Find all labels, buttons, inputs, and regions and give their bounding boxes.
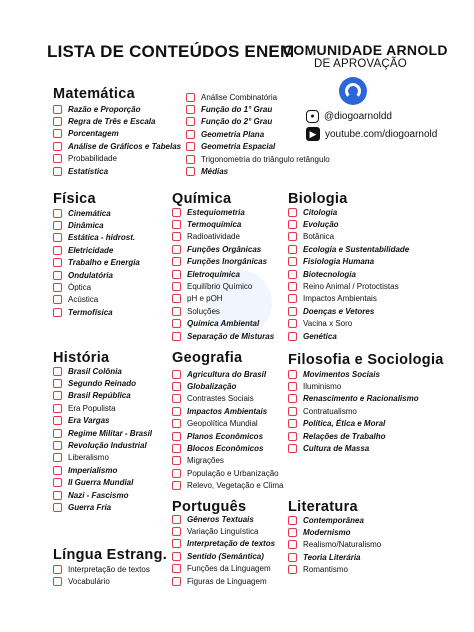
checklist-item-label: Função do 2° Grau	[201, 117, 273, 127]
checklist-item-label: Termoquímica	[187, 220, 242, 230]
checklist-item	[172, 418, 284, 430]
checklist-item-label: Médias	[201, 167, 229, 177]
checkbox[interactable]	[186, 117, 195, 126]
checklist-item	[172, 268, 274, 280]
checklist-item-label: Variação Linguística	[187, 527, 259, 537]
checklist-item	[53, 365, 152, 377]
checklist-item	[172, 525, 275, 537]
checklist-item	[288, 539, 381, 551]
checklist-fisica	[53, 207, 140, 319]
checkbox[interactable]	[172, 432, 181, 441]
checklist-item	[288, 268, 409, 280]
checkbox[interactable]	[172, 394, 181, 403]
checklist-item	[288, 368, 419, 380]
checkbox[interactable]	[53, 142, 62, 151]
section-heading-literatura: Literatura	[288, 499, 358, 515]
section-heading-portugues: Português	[172, 499, 247, 515]
checklist-matematica-col2	[186, 91, 330, 178]
checklist-item	[288, 256, 409, 268]
checkbox[interactable]	[288, 553, 297, 562]
checklist-item	[53, 415, 152, 427]
checklist-item	[288, 218, 409, 230]
checkbox[interactable]	[172, 294, 181, 303]
checklist-item	[172, 513, 275, 525]
checklist-portugues	[172, 513, 275, 587]
checklist-item	[53, 219, 140, 231]
checklist-item-label: Razão e Proporção	[68, 104, 141, 114]
checkbox[interactable]	[53, 117, 62, 126]
checkbox[interactable]	[53, 441, 62, 450]
checklist-item	[288, 293, 409, 305]
checklist-item-label: Análise de Gráficos e Tabelas	[68, 141, 182, 151]
checklist-item-label: Óptica	[68, 283, 92, 293]
checklist-item-label: Iluminismo	[303, 382, 342, 392]
checklist-item-label: Brasil Colônia	[68, 366, 122, 376]
checkbox[interactable]	[288, 319, 297, 328]
checklist-item	[172, 280, 274, 292]
checklist-item-label: Separação de Misturas	[187, 331, 275, 341]
checkbox[interactable]	[53, 416, 62, 425]
checklist-item	[53, 257, 140, 269]
checklist-item	[172, 455, 284, 467]
checklist-item	[172, 293, 274, 305]
checklist-item-label: Dinâmica	[68, 221, 104, 231]
checklist-item	[53, 103, 181, 115]
checklist-item	[186, 165, 330, 177]
arnold-logo-icon	[339, 77, 367, 105]
checkbox[interactable]	[53, 491, 62, 500]
checkbox[interactable]	[53, 453, 62, 462]
checkbox[interactable]	[172, 407, 181, 416]
checkbox[interactable]	[172, 444, 181, 453]
checklist-item-label: Regra de Três e Escala	[68, 117, 156, 127]
checklist-item-label: Regime Militar - Brasil	[68, 428, 153, 438]
checkbox[interactable]	[53, 429, 62, 438]
checkbox[interactable]	[288, 270, 297, 279]
checkbox[interactable]	[288, 528, 297, 537]
checklist-item	[53, 501, 152, 513]
checklist-item-label: Relevo, Vegetação e Clima	[187, 481, 284, 491]
checklist-item-label: Contratualismo	[303, 406, 357, 416]
checklist-item-label: Migrações	[187, 456, 224, 466]
checklist-item-label: Ecologia e Sustentabilidade	[303, 244, 410, 254]
checklist-item-label: pH e pOH	[187, 294, 223, 304]
checklist-item	[53, 427, 152, 439]
checklist-item-label: Estática - hidrost.	[68, 233, 136, 243]
checklist-item-label: Termofísica	[68, 307, 113, 317]
checklist-literatura	[288, 514, 381, 576]
checklist-item	[288, 564, 381, 576]
checklist-item-label: Citologia	[303, 207, 338, 217]
checkbox[interactable]	[288, 307, 297, 316]
checklist-item	[186, 103, 330, 115]
checklist-item-label: Relações de Trabalho	[303, 431, 386, 441]
checklist-item	[288, 430, 419, 442]
checklist-item-label: Sentido (Semântica)	[187, 551, 264, 561]
checklist-item	[186, 141, 330, 153]
checklist-item	[172, 393, 284, 405]
checklist-item	[53, 115, 181, 127]
checkbox[interactable]	[172, 456, 181, 465]
checklist-item	[288, 243, 409, 255]
checklist-item-label: Realismo/Naturalismo	[303, 540, 382, 550]
checklist-item	[53, 477, 152, 489]
checklist-item-label: Probabilidade	[68, 154, 117, 164]
checklist-item	[288, 442, 419, 454]
checklist-item-label: Teoria Literária	[303, 552, 361, 562]
checklist-item-label: Contrastes Sociais	[187, 394, 254, 404]
checklist-item-label: Nazi - Fascismo	[68, 490, 129, 500]
checklist-item-label: Cultura de Massa	[303, 444, 370, 454]
checklist-item	[172, 305, 274, 317]
checklist-item	[53, 563, 150, 575]
checkbox[interactable]	[288, 407, 297, 416]
checklist-item-label: Era Populista	[68, 403, 116, 413]
checklist-item	[53, 575, 150, 587]
checklist-historia	[53, 365, 152, 514]
checkbox[interactable]	[53, 478, 62, 487]
checklist-item-label: Estatística	[68, 166, 109, 176]
checklist-item	[53, 244, 140, 256]
checklist-item-label: Acústica	[68, 295, 99, 305]
checkbox[interactable]	[288, 444, 297, 453]
checkbox[interactable]	[288, 540, 297, 549]
checklist-item-label: Brasil República	[68, 391, 131, 401]
checkbox[interactable]	[288, 282, 297, 291]
checklist-item-label: Vocabulário	[68, 577, 110, 587]
checklist-item	[172, 480, 284, 492]
checklist-item-label: Cinemática	[68, 208, 111, 218]
community-subtitle: DE APROVAÇÃO	[314, 58, 407, 70]
checklist-item	[288, 206, 409, 218]
checkbox[interactable]	[288, 516, 297, 525]
checkbox[interactable]	[53, 391, 62, 400]
section-heading-geografia: Geografia	[172, 350, 243, 366]
checkbox[interactable]	[288, 332, 297, 341]
checklist-item-label: Soluções	[187, 306, 220, 316]
checkbox[interactable]	[288, 294, 297, 303]
checkbox[interactable]	[53, 404, 62, 413]
checkbox[interactable]	[172, 527, 181, 536]
checklist-item	[172, 405, 284, 417]
checklist-item-label: Botânica	[303, 232, 335, 242]
checkbox[interactable]	[186, 155, 195, 164]
checkbox[interactable]	[53, 565, 62, 574]
checkbox[interactable]	[53, 379, 62, 388]
checklist-item-label: Impactos Ambientais	[303, 294, 377, 304]
checklist-item-label: Funções da Linguagem	[187, 564, 271, 574]
checklist-item-label: Genética	[303, 331, 337, 341]
checklist-item	[288, 526, 381, 538]
checkbox[interactable]	[288, 220, 297, 229]
checkbox[interactable]	[53, 295, 62, 304]
checkbox[interactable]	[53, 129, 62, 138]
checkbox[interactable]	[53, 258, 62, 267]
checklist-lingua-estrangeira	[53, 563, 150, 588]
checklist-item	[53, 140, 181, 152]
checklist-item	[53, 153, 181, 165]
checklist-item-label: Análise Combinatória	[201, 92, 278, 102]
checkbox[interactable]	[172, 257, 181, 266]
checklist-item	[53, 377, 152, 389]
checkbox[interactable]	[172, 319, 181, 328]
checklist-item-label: Liberalismo	[68, 453, 109, 463]
checkbox[interactable]	[288, 432, 297, 441]
checklist-item-label: Contemporânea	[303, 515, 364, 525]
checklist-item-label: Estequiometria	[187, 207, 245, 217]
checklist-item	[172, 330, 274, 342]
youtube-url: youtube.com/diogoarnold	[325, 128, 438, 140]
checklist-item-label: Reino Animal / Protoctistas	[303, 282, 399, 292]
checkbox[interactable]	[53, 209, 62, 218]
checklist-filosofia	[288, 368, 419, 455]
checklist-item-label: Fisiologia Humana	[303, 257, 375, 267]
checklist-item-label: Funções Inorgânicas	[187, 257, 268, 267]
checklist-item	[288, 393, 419, 405]
checkbox[interactable]	[172, 515, 181, 524]
section-heading-fisica: Física	[53, 191, 96, 207]
checklist-biologia	[288, 206, 409, 342]
checkbox[interactable]	[172, 564, 181, 573]
checkbox[interactable]	[53, 154, 62, 163]
checklist-item-label: Revolução Industrial	[68, 441, 147, 451]
checklist-item	[172, 538, 275, 550]
checkbox[interactable]	[186, 142, 195, 151]
checklist-item-label: Eletricidade	[68, 245, 114, 255]
checklist-item	[288, 280, 409, 292]
checkbox[interactable]	[172, 232, 181, 241]
checklist-item-label: Renascimento e Racionalismo	[303, 394, 419, 404]
checklist-item	[53, 128, 181, 140]
checklist-item-label: Romantismo	[303, 565, 348, 575]
checklist-item-label: Interpretação de textos	[187, 539, 276, 549]
checklist-item	[53, 165, 181, 177]
checklist-item	[288, 305, 409, 317]
checkbox[interactable]	[172, 577, 181, 586]
checklist-quimica	[172, 206, 274, 342]
checklist-item-label: Impactos Ambientais	[187, 406, 268, 416]
checklist-item	[288, 551, 381, 563]
checkbox[interactable]	[172, 282, 181, 291]
checklist-item	[172, 575, 275, 587]
checkbox[interactable]	[53, 233, 62, 242]
checkbox[interactable]	[288, 232, 297, 241]
checklist-item-label: Porcentagem	[68, 129, 119, 139]
checkbox[interactable]	[53, 105, 62, 114]
checklist-item-label: População e Urbanização	[187, 468, 279, 478]
checkbox[interactable]	[288, 565, 297, 574]
checklist-item	[172, 256, 274, 268]
checklist-item	[172, 368, 284, 380]
checkbox[interactable]	[172, 481, 181, 490]
checklist-item	[172, 467, 284, 479]
checklist-item-label: Imperialismo	[68, 465, 118, 475]
checkbox[interactable]	[186, 93, 195, 102]
checklist-item	[172, 563, 275, 575]
checklist-item	[53, 489, 152, 501]
checklist-item	[172, 430, 284, 442]
checklist-item	[186, 128, 330, 140]
checkbox[interactable]	[172, 332, 181, 341]
checklist-item	[288, 330, 409, 342]
checklist-item-label: Geometria Plana	[201, 129, 265, 139]
checkbox[interactable]	[172, 307, 181, 316]
checklist-item-label: Biotecnologia	[303, 269, 356, 279]
checklist-item	[53, 390, 152, 402]
checklist-item	[186, 116, 330, 128]
section-heading-matematica: Matemática	[53, 86, 135, 102]
checklist-item	[288, 405, 419, 417]
checklist-item-label: Trigonometria do triângulo retângulo	[201, 154, 330, 164]
checklist-item-label: Funções Orgânicas	[187, 244, 262, 254]
checkbox[interactable]	[53, 577, 62, 586]
checklist-item	[53, 269, 140, 281]
checkbox[interactable]	[53, 221, 62, 230]
checklist-item-label: Modernismo	[303, 528, 351, 538]
checklist-item-label: Eletroquímica	[187, 269, 240, 279]
checklist-item-label: Vacina x Soro	[303, 319, 353, 329]
checkbox[interactable]	[288, 419, 297, 428]
checklist-item	[53, 306, 140, 318]
checklist-item	[172, 231, 274, 243]
checkbox[interactable]	[172, 208, 181, 217]
checklist-item-label: Blocos Econômicos	[187, 444, 264, 454]
instagram-handle: @diogoarnoldd	[324, 111, 392, 122]
checkbox[interactable]	[172, 469, 181, 478]
checklist-item	[186, 91, 330, 103]
checklist-item-label: Geometria Espacial	[201, 142, 276, 152]
checkbox[interactable]	[53, 503, 62, 512]
checklist-item-label: Globalização	[187, 382, 237, 392]
page-title: LISTA DE CONTEÚDOS ENEM	[47, 42, 295, 61]
community-name: COMUNIDADE ARNOLD	[283, 42, 448, 58]
checkbox[interactable]	[288, 245, 297, 254]
section-heading-filosofia: Filosofia e Sociologia	[288, 352, 444, 368]
checkbox[interactable]	[172, 419, 181, 428]
checkbox[interactable]	[172, 245, 181, 254]
checklist-item	[172, 218, 274, 230]
section-heading-lingua-estrangeira: Língua Estrang.	[53, 547, 168, 563]
checkbox[interactable]	[172, 220, 181, 229]
checklist-item-label: Geopolítica Mundial	[187, 419, 258, 429]
checklist-item	[53, 232, 140, 244]
checkbox[interactable]	[288, 257, 297, 266]
checklist-item	[186, 153, 330, 165]
checklist-item-label: Equilíbrio Químico	[187, 282, 253, 292]
checklist-item	[172, 380, 284, 392]
checklist-item	[53, 281, 140, 293]
checkbox[interactable]	[53, 308, 62, 317]
section-heading-quimica: Química	[172, 191, 232, 207]
youtube-icon: ▶	[306, 127, 320, 141]
checkbox[interactable]	[172, 539, 181, 548]
section-heading-biologia: Biologia	[288, 191, 348, 207]
checklist-item-label: Era Vargas	[68, 416, 110, 426]
checklist-item-label: Ondulatória	[68, 270, 113, 280]
checklist-item	[172, 318, 274, 330]
checklist-item-label: Segundo Reinado	[68, 379, 136, 389]
checklist-item	[288, 318, 409, 330]
checkbox[interactable]	[53, 246, 62, 255]
checklist-item-label: II Guerra Mundial	[68, 478, 134, 488]
checklist-item-label: Radioatividade	[187, 232, 240, 242]
checklist-item-label: Movimentos Sociais	[303, 369, 380, 379]
checklist-item	[172, 442, 284, 454]
checklist-item-label: Gêneros Textuais	[187, 514, 254, 524]
section-heading-historia: História	[53, 350, 110, 366]
checkbox[interactable]	[288, 394, 297, 403]
checklist-item	[288, 231, 409, 243]
checkbox[interactable]	[53, 283, 62, 292]
checklist-item-label: Função do 1° Grau	[201, 105, 273, 115]
checklist-item	[288, 418, 419, 430]
checkbox[interactable]	[186, 167, 195, 176]
checkbox[interactable]	[53, 367, 62, 376]
checklist-item	[53, 207, 140, 219]
instagram-icon: ●	[306, 110, 319, 123]
checklist-item-label: Evolução	[303, 220, 339, 230]
checklist-item	[172, 206, 274, 218]
checklist-item-label: Agricultura do Brasil	[187, 369, 267, 379]
checklist-item	[288, 514, 381, 526]
checklist-item-label: Figuras de Linguagem	[187, 576, 267, 586]
checklist-item	[53, 294, 140, 306]
checkbox[interactable]	[53, 167, 62, 176]
checkbox[interactable]	[172, 552, 181, 561]
checkbox[interactable]	[288, 370, 297, 379]
checklist-geografia	[172, 368, 284, 492]
checklist-item-label: Guerra Fria	[68, 502, 112, 512]
checklist-item	[53, 452, 152, 464]
checklist-item-label: Trabalho e Energia	[68, 258, 140, 268]
checklist-item-label: Política, Ética e Moral	[303, 419, 386, 429]
checklist-item-label: Química Ambiental	[187, 319, 260, 329]
checkbox[interactable]	[288, 208, 297, 217]
checkbox[interactable]	[186, 105, 195, 114]
checklist-matematica-col1	[53, 103, 181, 177]
checklist-item	[172, 243, 274, 255]
checkbox[interactable]	[53, 271, 62, 280]
checklist-item-label: Planos Econômicos	[187, 431, 264, 441]
checklist-item	[53, 464, 152, 476]
checklist-item	[53, 439, 152, 451]
checklist-item-label: Doenças e Vetores	[303, 306, 375, 316]
checklist-item-label: Interpretação de textos	[68, 564, 150, 574]
checklist-item	[172, 550, 275, 562]
checkbox[interactable]	[172, 270, 181, 279]
checkbox[interactable]	[53, 466, 62, 475]
checkbox[interactable]	[288, 382, 297, 391]
checklist-item	[53, 402, 152, 414]
checkbox[interactable]	[186, 130, 195, 139]
checkbox[interactable]	[172, 382, 181, 391]
checklist-item	[288, 380, 419, 392]
checkbox[interactable]	[172, 370, 181, 379]
